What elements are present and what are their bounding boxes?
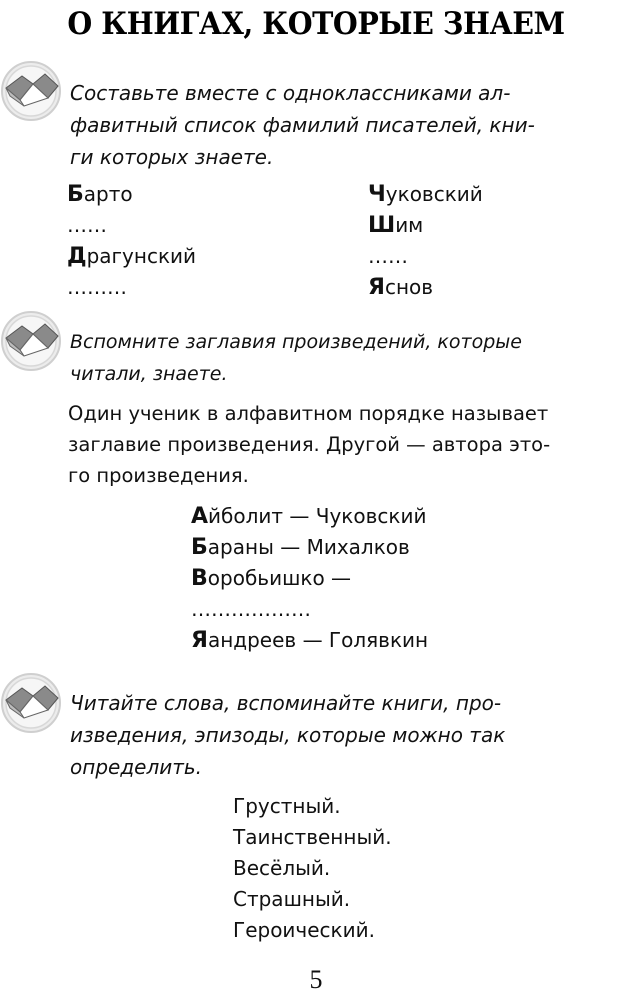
authors-list-right [368,179,483,303]
authors-list-left [67,179,196,303]
list-item: Героический. [233,918,375,942]
list-item: Барто [67,182,133,207]
instruction-line: ги которых знаете. [70,145,274,169]
body-line: заглавие произведения. Другой — автора это- [68,433,551,456]
instruction-line: Читайте слова, вспоминайте книги, про- [70,691,502,715]
list-item: Яандреев — Голявкин [191,628,429,653]
body-line: го произведения. [68,464,249,487]
instruction-line: изведения, эпизоды, которые можно так [70,723,506,747]
list-item: Грустный. [233,794,341,818]
list-item: Бараны — Михалков [191,535,410,560]
instruction-line: определить. [70,755,203,779]
page-title: О КНИГАХ, КОТОРЫЕ ЗНАЕМ [67,6,565,42]
list-item: Воробьишко — [191,566,352,591]
list-item: Таинственный. [233,825,392,849]
title-author-pairs [191,501,428,656]
list-item: Яснов [368,275,434,300]
instruction-line: Составьте вместе с одноклассниками ал- [70,81,511,105]
list-item: Шим [368,213,424,238]
list-item: Драгунский [67,244,197,269]
body-line: Один ученик в алфавитном порядке называет [68,402,549,425]
open-book-icon [0,60,62,122]
list-item: Чуковский [368,182,483,207]
adjectives-list [233,791,392,946]
open-book-icon [0,672,62,734]
open-book-icon [0,310,62,372]
page-number: 5 [309,965,323,994]
instruction-line: читали, знаете. [70,363,228,385]
list-item: ……… [67,275,127,299]
instruction-line: Вспомните заглавия произведений, которые [70,331,522,353]
list-item: …… [67,213,107,237]
list-item: …… [368,244,408,268]
list-item: ……………… [191,597,311,621]
list-item: Страшный. [233,887,351,911]
instruction-line: фавитный список фамилий писателей, кни- [70,113,535,137]
list-item: Весёлый. [233,856,331,880]
list-item: Айболит — Чуковский [191,504,427,529]
